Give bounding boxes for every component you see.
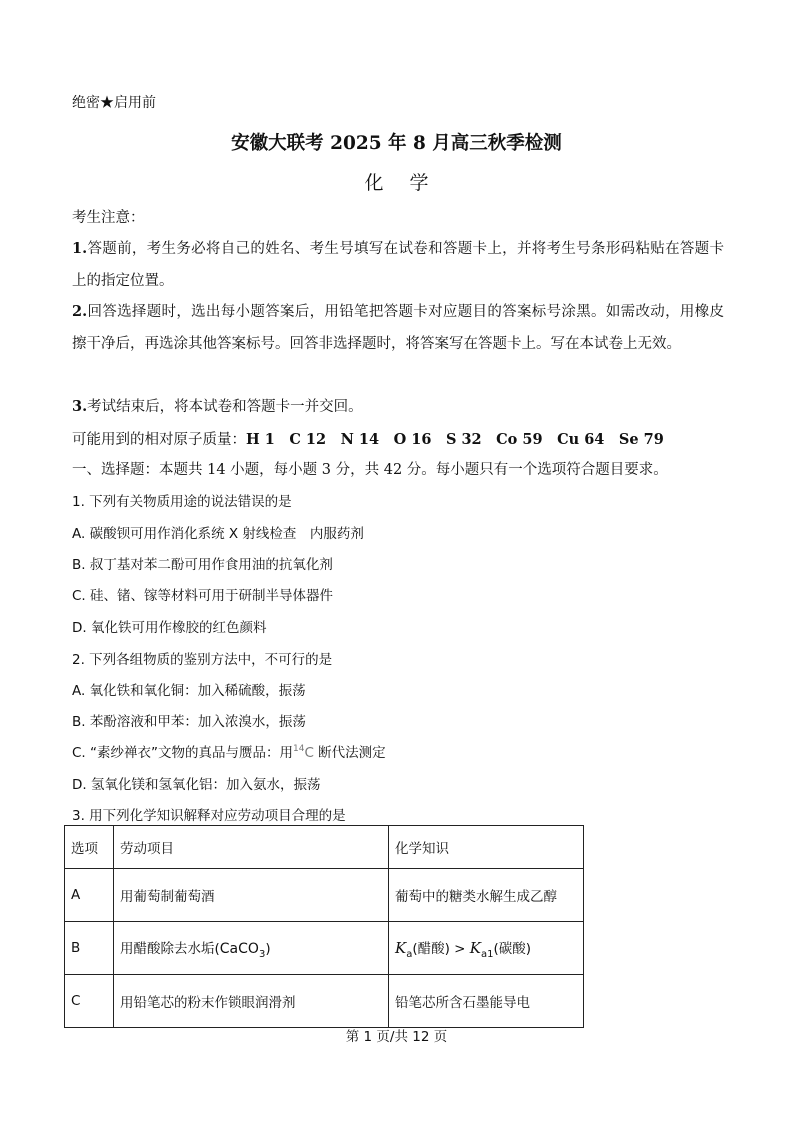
notice-item-1-number: 1.: [72, 240, 88, 257]
notice-heading: 考生注意：: [72, 210, 145, 226]
formula: CaCO: [219, 940, 259, 957]
table-cell-knowledge: [389, 922, 584, 975]
table-header-row: [65, 826, 584, 869]
table-header-cell: 化学知识: [389, 826, 584, 869]
isotope-mass-number: 14: [293, 744, 305, 754]
question-1-option-d: D. 氧化铁可用作橡胶的红色颜料: [72, 620, 267, 636]
table-cell-knowledge: 葡萄中的糖类水解生成乙醇: [389, 869, 584, 922]
table-row: [65, 869, 584, 922]
notice-item-2: [72, 296, 724, 360]
notice-item-3-number: 3.: [72, 398, 88, 415]
page-number: 第 1 页/共 12 页: [345, 1029, 448, 1045]
table-cell-option: B: [65, 922, 114, 975]
question-1-option-c: C. 硅、锗、镓等材料可用于研制半导体器件: [72, 588, 334, 604]
table-cell-knowledge: 铅笔芯所含石墨能导电: [389, 975, 584, 1028]
notice-item-1: [72, 233, 724, 297]
notice-item-2-text: 回答选择题时，选出每小题答案后，用铅笔把答题卡对应题目的答案标号涂黑。如需改动，用橡皮擦干净后，再选涂其他答案标号。回答非选择题时，将答案写在答题卡上。写在本试卷上无效。: [72, 304, 724, 352]
labor-text: 用醋酸除去水垢(: [120, 940, 220, 957]
question-3-table: [64, 825, 584, 1028]
atomic-masses: [72, 428, 664, 449]
subject-title: 化 学: [364, 172, 439, 194]
atomic-masses-values: H 1 C 12 N 14 O 16 S 32 Co 59 Cu 64 Se 79: [246, 431, 664, 448]
atomic-masses-label: 可能用到的相对原子质量：: [72, 432, 246, 448]
table-row: [65, 922, 584, 975]
acid-1: (醋酸) >: [412, 940, 470, 957]
question-1-option-b: B. 叔丁基对苯二酚可用作食用油的抗氧化剂: [72, 557, 333, 573]
ka-subscript: a: [406, 948, 413, 960]
question-1-stem: 1. 下列有关物质用途的说法错误的是: [72, 494, 292, 510]
question-2-option-c: [72, 741, 386, 761]
notice-item-3-text: 考试结束后，将本试卷和答题卡一并交回。: [87, 399, 363, 415]
section-heading: 一、选择题：本题共 14 小题，每小题 3 分，共 42 分。每小题只有一个选项符合题目要求。: [72, 462, 668, 478]
labor-text-end: ): [265, 940, 271, 957]
table-header-cell: 选项: [65, 826, 114, 869]
table-cell-labor: [114, 922, 389, 975]
acid-2: (碳酸): [493, 940, 532, 957]
option-c-text-end: 断代法测定: [313, 745, 386, 761]
question-2-stem: 2. 下列各组物质的鉴别方法中，不可行的是: [72, 652, 333, 668]
option-c-text-start: C. “素纱禅衣”文物的真品与赝品：用: [72, 745, 293, 761]
table-cell-option: C: [65, 975, 114, 1028]
table-cell-labor: 用铅笔芯的粉末作锁眼润滑剂: [114, 975, 389, 1028]
table-row: [65, 975, 584, 1028]
exam-title: 安徽大联考 2025 年 8 月高三秋季检测: [231, 133, 562, 154]
table-cell-option: A: [65, 869, 114, 922]
question-1-option-a: A. 碳酸钡可用作消化系统 X 射线检查 内服药剂: [72, 526, 364, 542]
confidential-label: 绝密★启用前: [72, 95, 156, 111]
ka1-subscript: a1: [481, 948, 494, 960]
question-2-option-b: B. 苯酚溶液和甲苯：加入浓溴水，振荡: [72, 714, 306, 730]
question-2-option-d: D. 氢氧化镁和氢氧化铝：加入氨水，振荡: [72, 777, 321, 793]
formula-subscript: 3: [258, 948, 266, 960]
question-3-stem: 3. 用下列化学知识解释对应劳动项目合理的是: [72, 808, 346, 824]
notice-item-3: [72, 391, 724, 424]
notice-item-2-number: 2.: [72, 303, 88, 320]
ka1-symbol: K: [469, 938, 482, 957]
table-cell-labor: 用葡萄制葡萄酒: [114, 869, 389, 922]
question-2-option-a: A. 氧化铁和氧化铜：加入稀硫酸，振荡: [72, 683, 306, 699]
notice-item-1-text: 答题前，考生务必将自己的姓名、考生号填写在试卷和答题卡上，并将考生号条形码粘贴在答题卡上的指定位置。: [72, 241, 724, 289]
isotope-element: C: [304, 745, 314, 761]
table-header-cell: 劳动项目: [114, 826, 389, 869]
ka-symbol: K: [395, 938, 407, 957]
